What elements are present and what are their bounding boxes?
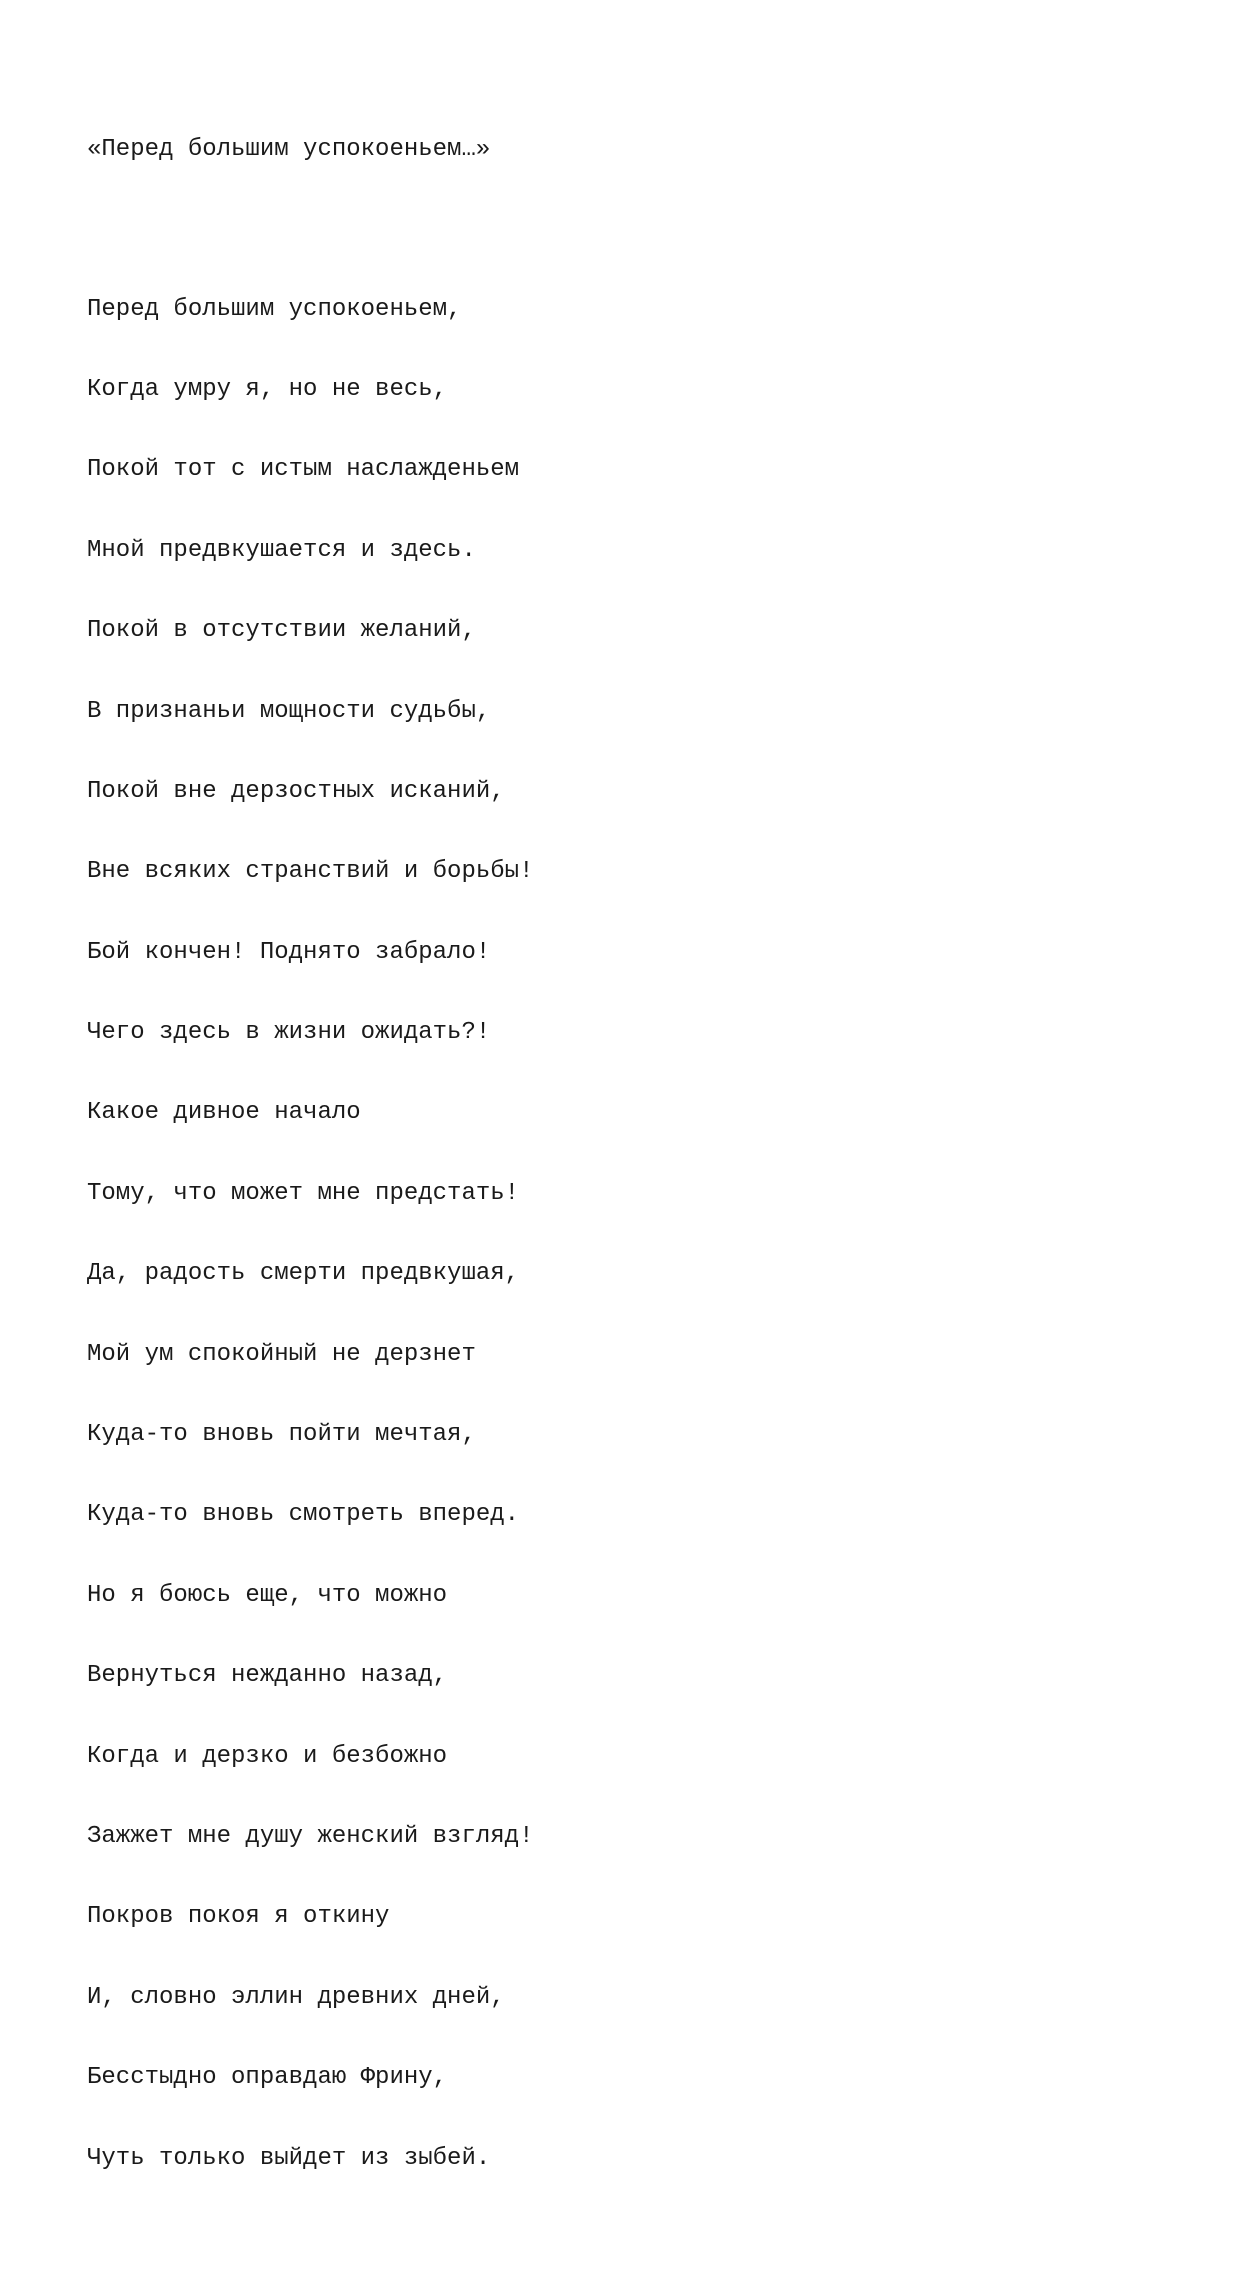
poem-line: В признаньи мощности судьбы, <box>87 697 491 725</box>
poem-line: Тому, что может мне предстать! <box>87 1179 520 1207</box>
poem-line: Куда-то вновь смотреть вперед. <box>87 1501 520 1529</box>
poem-line: Когда умру я, но не весь, <box>87 375 448 403</box>
poem-line: Вернуться нежданно назад, <box>87 1662 448 1690</box>
poem-line: Какое дивное начало <box>87 1099 361 1127</box>
poem-line: Перед большим успокоеньем, <box>87 295 462 323</box>
poem-line: Куда-то вновь пойти мечтая, <box>87 1421 476 1449</box>
poem-line: Мной предвкушается и здесь. <box>87 536 476 564</box>
poem-line: Покой в отсутствии желаний, <box>87 617 476 645</box>
poem-line: Вне всяких странствий и борьбы! <box>87 858 534 886</box>
poem-line: Покров покоя я откину <box>87 1903 390 1931</box>
poem-line: Чуть только выйдет из зыбей. <box>87 2144 491 2172</box>
poem-line: Бесстыдно оправдаю Фрину, <box>87 2064 448 2092</box>
poem-line: Мой ум спокойный не дерзнет <box>87 1340 476 1368</box>
poem-line: Покой вне дерзостных исканий, <box>87 777 505 805</box>
poem-line: Но я боюсь еще, что можно <box>87 1581 448 1609</box>
poem <box>87 83 533 2280</box>
poem-line: Когда и дерзко и безбожно <box>87 1742 448 1770</box>
poem-title: «Перед большим успокоеньем…» <box>87 135 491 163</box>
poem-lines <box>87 243 533 2226</box>
poem-line: Бой кончен! Поднято забрало! <box>87 938 491 966</box>
poem-line: Да, радость смерти предвкушая, <box>87 1260 520 1288</box>
poem-line: Покой тот с истым наслажденьем <box>87 456 520 484</box>
poem-line: И, словно эллин древних дней, <box>87 1983 505 2011</box>
poem-line: Зажжет мне душу женский взгляд! <box>87 1823 534 1850</box>
poem-line: Чего здесь в жизни ожидать?! <box>87 1019 491 1047</box>
